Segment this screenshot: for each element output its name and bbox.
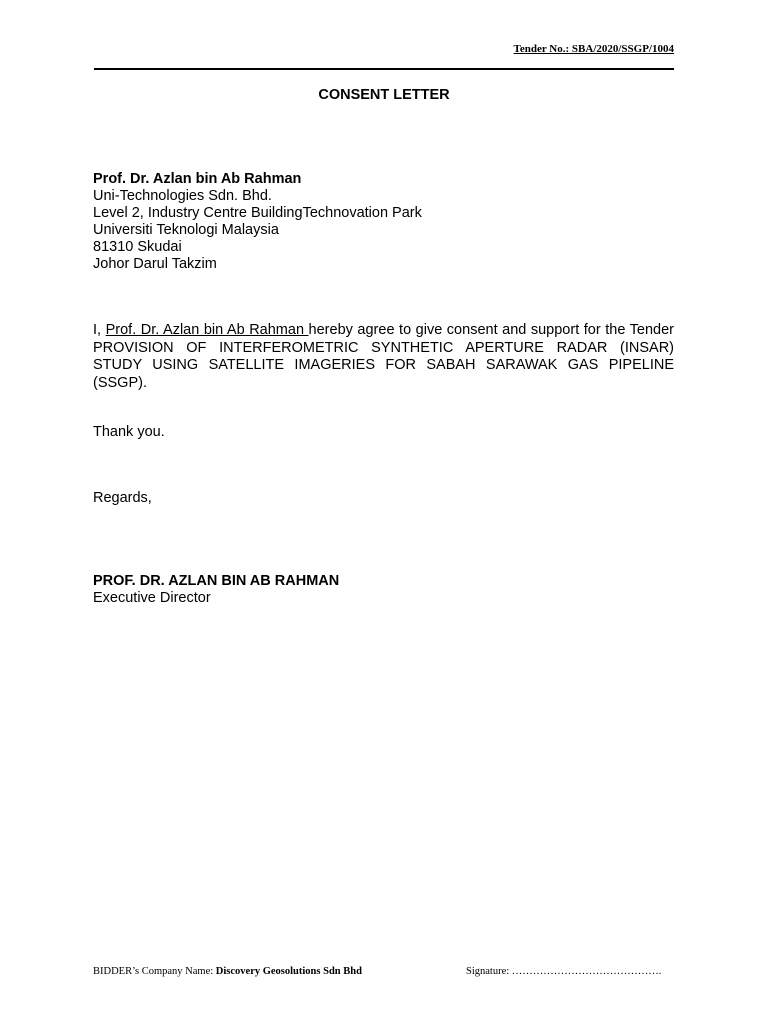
- consent-text: hereby agree to give consent and support for the Tender PROVISION OF INTERFEROMETRIC SYNTHETIC APERTURE RADAR (INSAR) STUDY USING SATELLITE IMAGERIES FOR SABAH SARAWAK GAS PIPELINE (SSGP).: [93, 322, 674, 391]
- company-name: Discovery Geosolutions Sdn Bhd: [215, 966, 362, 977]
- signature-dots: …………………………………….: [511, 966, 662, 977]
- header-divider: [94, 68, 674, 70]
- signature-block: [93, 573, 339, 607]
- address-line-postcode: 81310 Skudai: [93, 239, 182, 255]
- recipient-name: Prof. Dr. Azlan bin Ab Rahman: [93, 171, 302, 187]
- address-line-building: Level 2, Industry Centre BuildingTechnovation Park: [93, 205, 422, 221]
- consent-signatory-name: Prof. Dr. Azlan bin Ab Rahman: [105, 322, 309, 338]
- tender-number: Tender No.: SBA/2020/SSGP/1004: [513, 43, 674, 55]
- footer-signature: [466, 966, 661, 977]
- address-line-state: Johor Darul Takzim: [93, 256, 217, 272]
- company-label: BIDDER’s Company Name:: [93, 966, 216, 977]
- letter-title: CONSENT LETTER: [318, 87, 450, 103]
- signature-label: Signature:: [466, 966, 512, 977]
- address-line-university: Universiti Teknologi Malaysia: [93, 222, 279, 238]
- page-footer: [93, 966, 675, 982]
- consent-paragraph: [93, 322, 674, 392]
- consent-prefix: I,: [93, 322, 106, 338]
- address-line-company: Uni-Technologies Sdn. Bhd.: [93, 188, 272, 204]
- signatory-name: PROF. DR. AZLAN BIN AB RAHMAN: [93, 573, 340, 589]
- regards-line: Regards,: [93, 490, 152, 506]
- signatory-title: Executive Director: [93, 590, 211, 606]
- footer-company: [93, 966, 362, 977]
- recipient-address: [93, 171, 674, 273]
- thank-you-line: Thank you.: [93, 424, 165, 440]
